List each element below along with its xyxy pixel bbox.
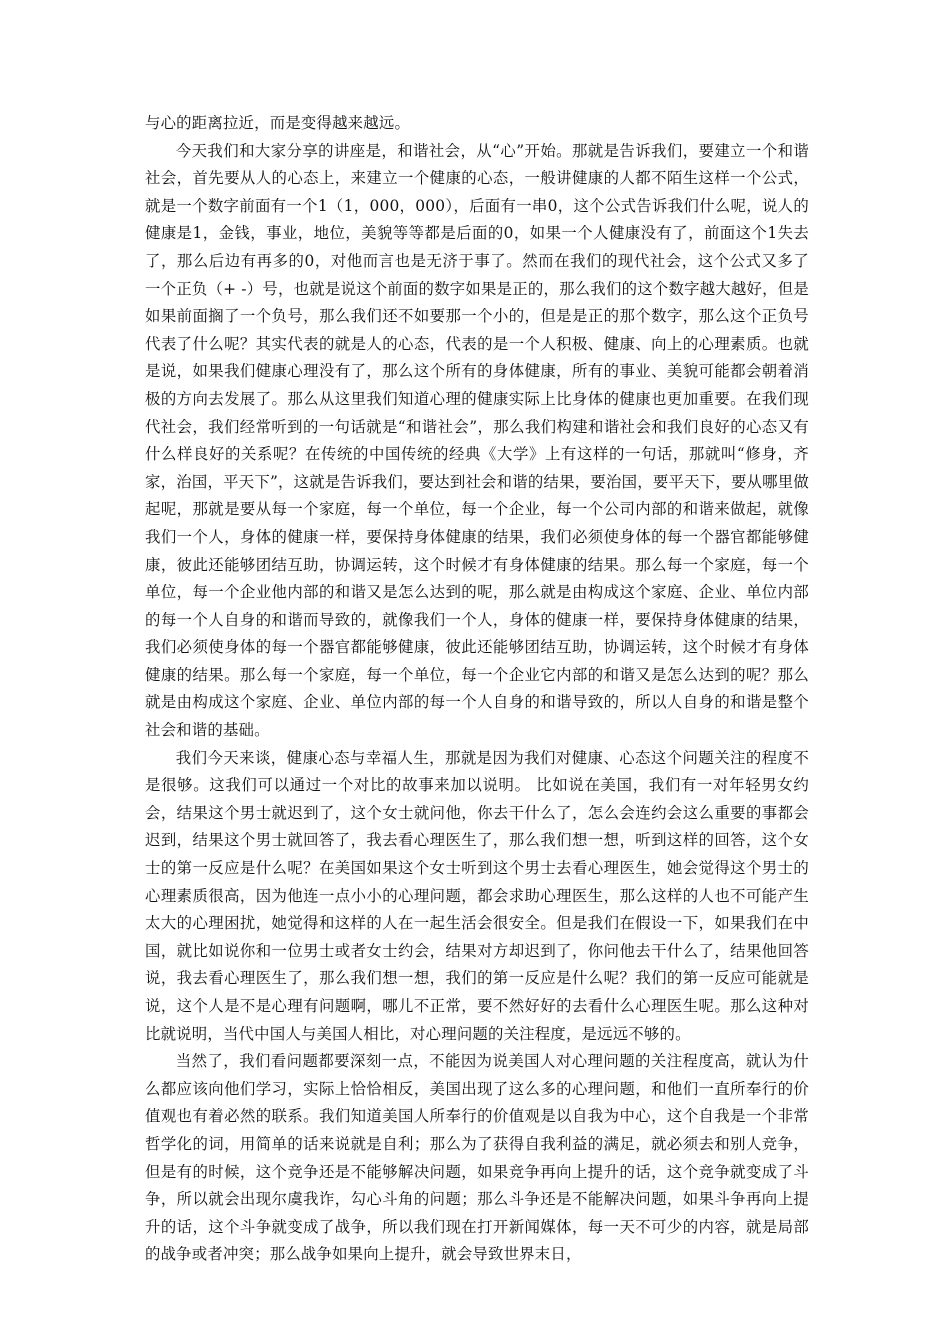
paragraph-1: 与心的距离拉近，而是变得越来越远。: [145, 114, 411, 132]
paragraph-4: 当然了，我们看问题都要深刻一点，不能因为说美国人对心理问题的关注程度高，就认为什么都应该向他们学习，实际上恰恰相反，美国出现了这么多的心理问题，和他们一直所奉行的价值观也有着必然的联系。我们知道美国人所奉行的价值观是以自我为中心，这个自我是一个非常哲学化的词，用简单的话来说就是自利；那么为了获得自我利益的满足，就必须去和别人竞争，但是有的时候，这个竞争还是不能够解决问题，如果竞争再向上提升的话，这个竞争就变成了斗争，所以就会出现尔虞我诈，勾心斗角的问题；那么斗争还是不能解决问题，如果斗争再向上提升的话，这个斗争就变成了战争，所以我们现在打开新闻媒体，每一天不可少的内容，就是局部的战争或者冲突；那么战争如果向上提升，就会导致世界末日，: [145, 1052, 809, 1264]
paragraph-2: 今天我们和大家分享的讲座是，和谐社会，从“心”开始。那就是告诉我们，要建立一个和谐社会，首先要从人的心态上，来建立一个健康的心态，一般讲健康的人都不陌生这样一个公式，就是一个数字前面有一个1（1，000，000），后面有一串0，这个公式告诉我们什么呢，说人的健康是1，金钱，事业，地位，美貌等等都是后面的0，如果一个人健康没有了，前面这个1失去了，那么后边有再多的0，对他而言也是无济于事了。然而在我们的现代社会，这个公式又多了一个正负（+ -）号，也就是说这个前面的数字如果是正的，那么我们的这个数字越大越好，但是如果前面搁了一个负号，那么我们还不如要那一个小的，但是是正的那个数字，那么这个正负号代表了什么呢？其实代表的就是人的心态，代表的是一个人积极、健康、向上的心理素质。也就是说，如果我们健康心理没有了，那么这个所有的身体健康，所有的事业、美貌可能都会朝着消极的方向去发展了。那么从这里我们知道心理的健康实际上比身体的健康也更加重要。在我们现代社会，我们经常听到的一句话就是“和谐社会”，那么我们构建和谐社会和我们良好的心态又有什么样良好的关系呢？在传统的中国传统的经典《大学》上有这样的一句话，那就叫“修身，齐家，治国，平天下”，这就是告诉我们，要达到社会和谐的结果，要治国，要平天下，要从哪里做起呢，那就是要从每一个家庭，每一个单位，每一个企业，每一个公司内部的和谐来做起，就像我们一个人，身体的健康一样，要保持身体健康的结果，我们必须使身体的每一个器官都能够健康，彼此还能够团结互助，协调运转，这个时候才有身体健康的结果。那么每一个家庭，每一个单位，每一个企业他内部的和谐又是怎么达到的呢，那么就是由构成这个家庭、企业、单位内部的每一个人自身的和谐而导致的，就像我们一个人，身体的健康一样，要保持身体健康的结果，我们必须使身体的每一个器官都能够健康，彼此还能够团结互助，协调运转，这个时候才有身体健康的结果。那么每一个家庭，每一个单位，每一个企业它内部的和谐又是怎么达到的呢？那么就是由构成这个家庭、企业、单位内部的每一个人自身的和谐导致的，所以人自身的和谐是整个社会和谐的基础。: [145, 141, 809, 740]
document-page: [145, 110, 809, 1269]
paragraph-3: 我们今天来谈，健康心态与幸福人生，那就是因为我们对健康、心态这个问题关注的程度不是很够。这我们可以通过一个对比的故事来加以说明。 比如说在美国，我们有一对年轻男女约会，结果这个男士就迟到了，这个女士就问他，你去干什么了，怎么会连约会这么重要的事都会迟到，结果这个男士就回答了，我去看心理医生了，那么我们想一想，听到这样的回答，这个女士的第一反应是什么呢？在美国如果这个女士听到这个男士去看心理医生，她会觉得这个男士的心理素质很高，因为他连一点小小的心理问题，都会求助心理医生，那么这样的人也不可能产生太大的心理困扰，她觉得和这样的人在一起生活会很安全。但是我们在假设一下，如果我们在中国，就比如说你和一位男士或者女士约会，结果对方却迟到了，你问他去干什么了，结果他回答说，我去看心理医生了，那么我们想一想，我们的第一反应是什么呢？我们的第一反应可能就是说，这个人是不是心理有问题啊，哪儿不正常，要不然好好的去看什么心理医生呢。那么这种对比就说明，当代中国人与美国人相比，对心理问题的关注程度，是远远不够的。: [145, 748, 809, 1043]
